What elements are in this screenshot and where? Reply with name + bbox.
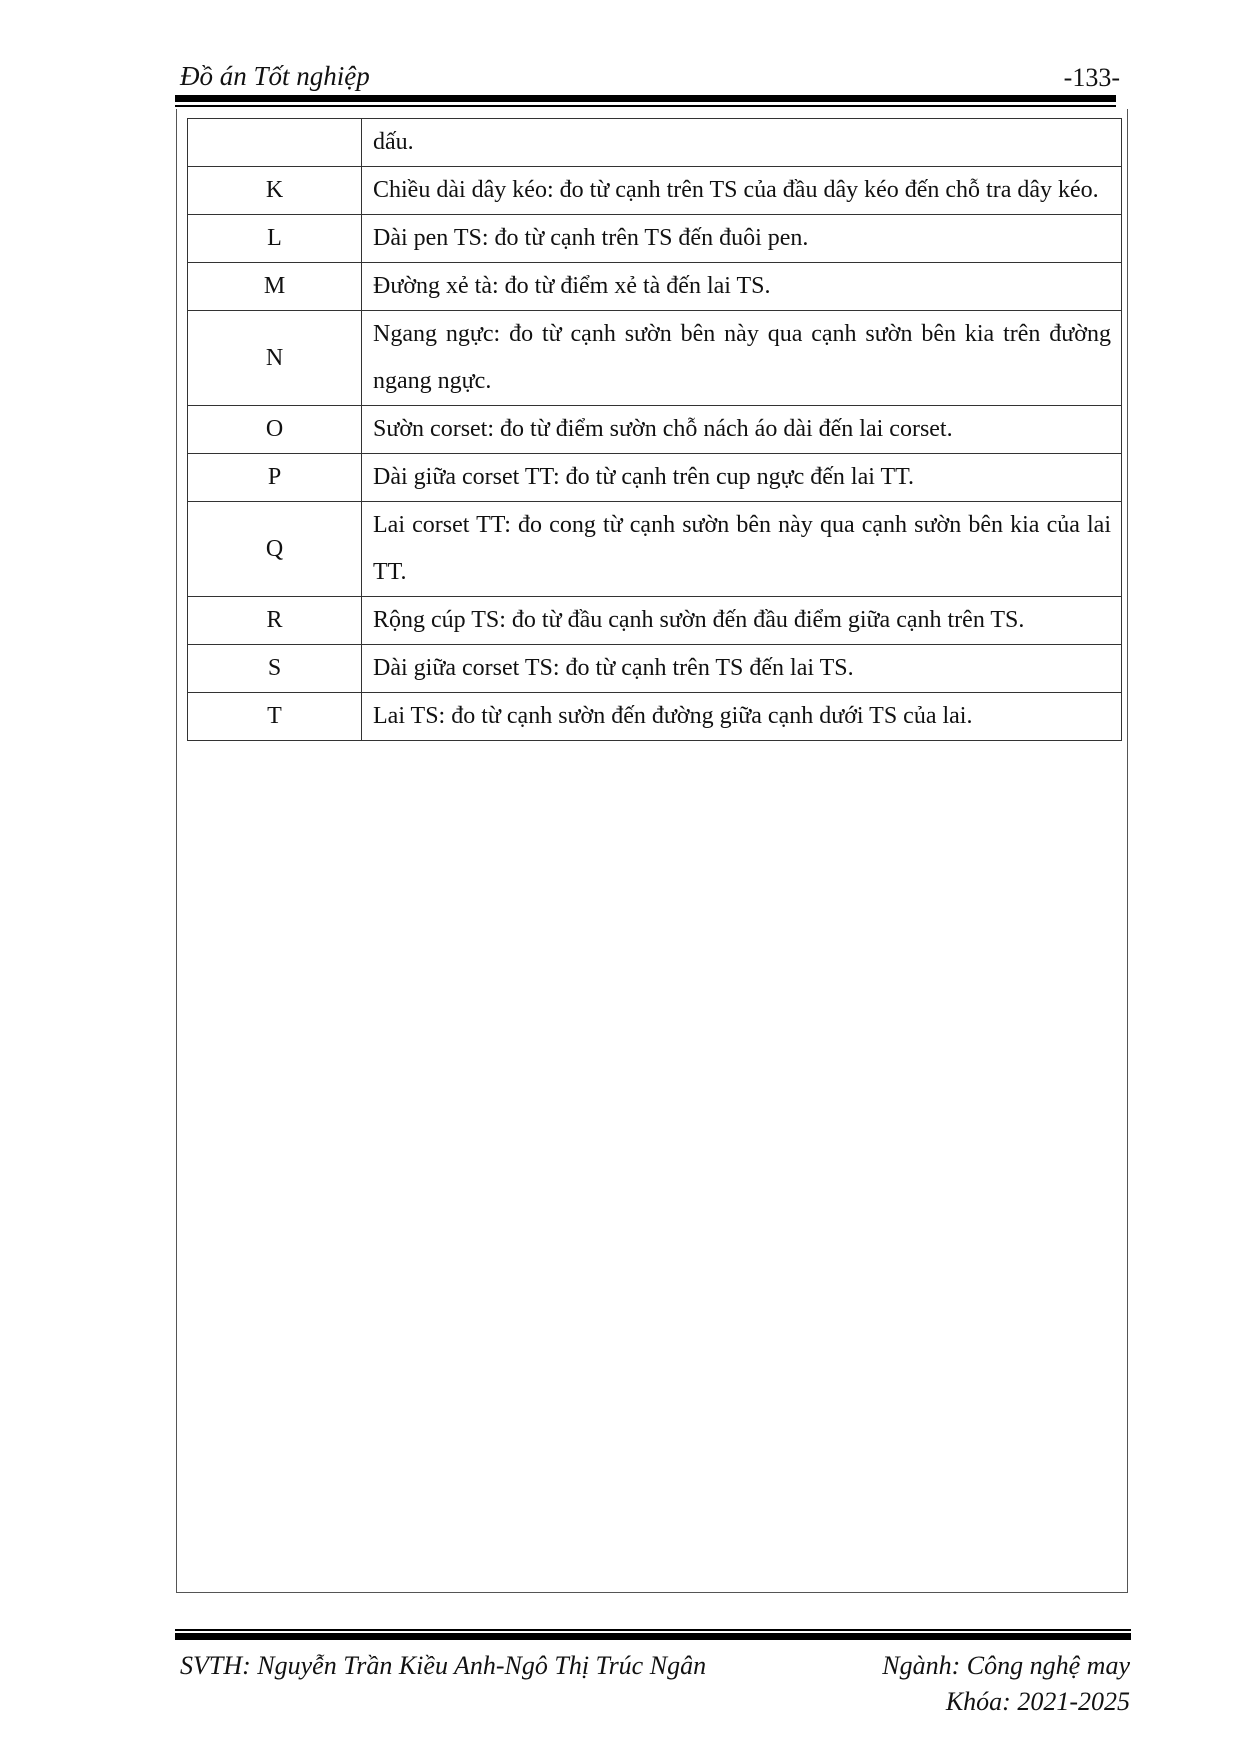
row-description: Dài pen TS: đo từ cạnh trên TS đến đuôi pen. <box>362 215 1122 263</box>
table-row <box>188 597 1122 645</box>
row-description: Dài giữa corset TS: đo từ cạnh trên TS đến lai TS. <box>362 645 1122 693</box>
document-title: Đồ án Tốt nghiệp <box>180 61 370 91</box>
table-row <box>188 645 1122 693</box>
row-description: Sườn corset: đo từ điểm sườn chỗ nách áo dài đến lai corset. <box>362 406 1122 454</box>
row-code: O <box>188 406 362 454</box>
row-description: Chiều dài dây kéo: đo từ cạnh trên TS của đầu dây kéo đến chỗ tra dây kéo. <box>362 167 1122 215</box>
footer-info <box>882 1648 1130 1720</box>
measurement-table <box>187 118 1122 741</box>
table-row <box>188 454 1122 502</box>
table-row <box>188 406 1122 454</box>
table-row <box>188 502 1122 597</box>
header-rule-thin <box>175 105 1116 107</box>
row-description: Rộng cúp TS: đo từ đầu cạnh sườn đến đầu điểm giữa cạnh trên TS. <box>362 597 1122 645</box>
row-code: T <box>188 693 362 741</box>
row-code: P <box>188 454 362 502</box>
row-description: Ngang ngực: đo từ cạnh sườn bên này qua cạnh sườn bên kia trên đường ngang ngực. <box>362 311 1122 406</box>
row-code: M <box>188 263 362 311</box>
table-row <box>188 693 1122 741</box>
table-row <box>188 119 1122 167</box>
footer-rule <box>175 1633 1131 1640</box>
row-code: N <box>188 311 362 406</box>
footer-rule-thin <box>175 1629 1131 1631</box>
row-description: Lai corset TT: đo cong từ cạnh sườn bên này qua cạnh sườn bên kia của lai TT. <box>362 502 1122 597</box>
footer-major: Ngành: Công nghệ may <box>882 1651 1130 1680</box>
footer-course: Khóa: 2021-2025 <box>945 1687 1130 1716</box>
row-description: dấu. <box>362 119 1122 167</box>
header-rule <box>175 95 1116 102</box>
footer-authors: SVTH: Nguyễn Trần Kiều Anh-Ngô Thị Trúc Ngân <box>180 1651 707 1680</box>
row-code: S <box>188 645 362 693</box>
table-row <box>188 263 1122 311</box>
table-row <box>188 167 1122 215</box>
row-description: Lai TS: đo từ cạnh sườn đến đường giữa cạnh dưới TS của lai. <box>362 693 1122 741</box>
table-row <box>188 311 1122 406</box>
row-code: L <box>188 215 362 263</box>
row-description: Đường xẻ tà: đo từ điểm xẻ tà đến lai TS. <box>362 263 1122 311</box>
table-row <box>188 215 1122 263</box>
row-description: Dài giữa corset TT: đo từ cạnh trên cup ngực đến lai TT. <box>362 454 1122 502</box>
row-code <box>188 119 362 167</box>
row-code: Q <box>188 502 362 597</box>
page-number: -133- <box>1063 63 1120 92</box>
row-code: K <box>188 167 362 215</box>
row-code: R <box>188 597 362 645</box>
